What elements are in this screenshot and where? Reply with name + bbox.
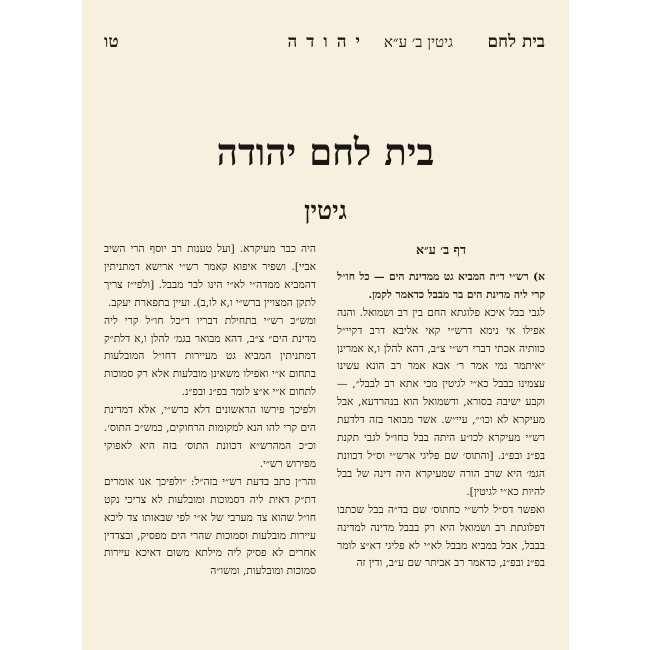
section-heading: א) רש״י ד״ה המביא גט ממדינת הים — כל חו״ל קרי ליה מדינת הים בר מבבל כדאמר לקמן. bbox=[337, 270, 545, 301]
page-title: בית לחם יהודה bbox=[216, 130, 435, 174]
tractate-subtitle: גיטין bbox=[304, 196, 347, 225]
running-header bbox=[104, 32, 545, 54]
daf-label: דף ב׳ ע״א bbox=[416, 242, 466, 257]
left-text-column bbox=[104, 241, 316, 581]
paragraph: ומש״כ רש״י בתחילת דבריו ד״כל חו״ל קרי ליה מדינת הים״ צ״ב, דהא מבואר בגמ׳ להלן ו,א דלת״ק דמתניתין המביא גט מעיירות דחו״ל המובלעות בתחום א״י ואפילו משאינן מובלעות אלא רק סמוכות לתחום א״י א״צ לומר בפ״נ ובפ״נ. bbox=[104, 314, 316, 399]
paragraph: והר״ן כתב בדעת רש״י בזה״ל: ״ולפיכך אנו אומרים דת״ק דאית ליה דסמוכות ומובלעות לא צריכי נקט חו״ל שהוא צד מערבי של א״י לפי שבאותו צד ליכא עיירות מובלעות וסמוכות שהרי הים מפסיק, ובצדדין אחרים לא פסיק ליה מילתא משום דאיכא עיירות סמוכות ומובלעות, ומשו״ה bbox=[104, 475, 316, 578]
header-page-number: טו bbox=[104, 32, 119, 52]
paragraph: ולפיכך פירשו הראשונים דלא כרש״י, אלא דמדינת הים קרי להו הנא למקומות הרחוקים, כמש״כ התוס׳. וכ״כ המהרש״א דכוונת התוס׳ בזה היא לאפוקי מפירוש רש״י. bbox=[104, 404, 316, 470]
header-book-title: בית לחם bbox=[487, 32, 545, 52]
header-daf-reference: גיטין ב׳ ע״א bbox=[383, 33, 453, 51]
paragraph: לגבי בבל איכא פלוגתא החם בין רב ושמואל. והנה אפילו אי נימא דרש״י קאי אליבא דרב דקיי״ל כוותיה אכתי דברי רש״י צ״ב, דהא להלן ו,א אמרינן ״איתמר נמי אמר ר׳ אבא אמר רב הונא עשינו עצמינו בבבל כא״י לגיטין מכי אתא רב לבבל״, — וקבע ישיבה בסורא, ודשמואל הוא בנהרדעא, אבל מעיקרא לא וכו׳״, עיי״ש. אשר מבואר בזה דלדעת רש״י מעיקרא לכו״ע היתה בבל כחו״ל לגבי תקנת בפ״נ ובפ״נ. [והתוס׳ שם פליגי ארש״י וס״ל דכוונת הגמ׳ היא שרב הורה שמעיקרא היה דינה של בבל להיות כא״י לגיטין]. bbox=[337, 306, 545, 498]
paragraph: ואפשר דס״ל לרש״י כחתוס׳ שם בד״ה בבל שכתבו דפלוגתת רב ושמואל היא רק בבבל מדינה למדינה בבבל, אבל במביא מבבל לא״י לא פליגי דא״צ לומר בפ״נ ובפ״נ, כדאמר רב אביתר שם ע״ב, ודין זה bbox=[337, 503, 545, 570]
header-book-title-spaced: יהודה bbox=[287, 32, 369, 52]
paragraph: היה כבר מעיקרא. [ועל טענות רב יוסף הרי השיב אביי]. ושפיר איפוא קאמר רש״י ארישא דמתניתין דהמביא ממדה״י לא״י הינו לבר מבבל. [ולפי״ז צריך לתקן המצויין ברש״י ו,א לו,ב). ועיין בתפארת יעקב. bbox=[104, 243, 316, 309]
book-page bbox=[82, 0, 569, 650]
right-text-column bbox=[337, 241, 545, 573]
